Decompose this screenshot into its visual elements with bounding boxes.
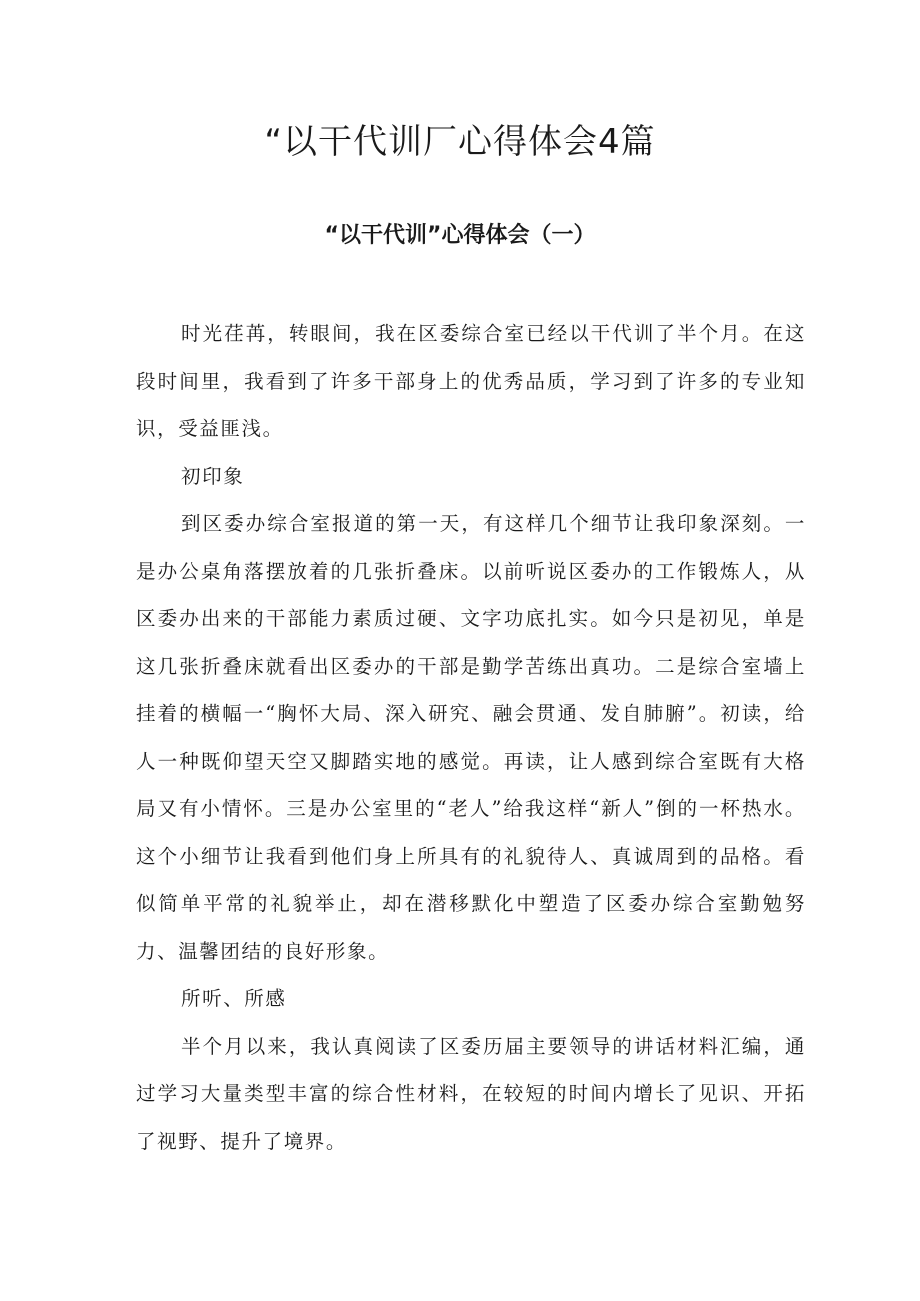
subheading-heard-felt: 所听、所感 <box>181 987 287 1010</box>
paragraph-heard-felt: 半个月以来，我认真阅读了区委历届主要领导的讲话材料汇编，通过学习大量类型丰富的综合性材料，在较短的时间内增长了见识、开拓了视野、提升了境界。 <box>136 1034 806 1153</box>
document-body <box>136 310 806 1165</box>
document-title: “以干代训厂心得体会4篇 <box>264 122 656 162</box>
paragraph-first-impression: 到区委办综合室报道的第一天，有这样几个细节让我印象深刻。一是办公桌角落摆放着的几张折叠床。以前听说区委办的工作锻炼人，从区委办出来的干部能力素质过硬、文字功底扎实。如今只是初见，单是这几张折叠床就看出区委办的干部是勤学苦练出真功。二是综合室墙上挂着的横幅一“胸怀大局、深入研究、融会贯通、发自肺腑”。初读，给人一种既仰望天空又脚踏实地的感觉。再读，让人感到综合室既有大格局又有小情怀。三是办公室里的“老人”给我这样“新人”倒的一杯热水。这个小细节让我看到他们身上所具有的礼貌待人、真诚周到的品格。看似简单平常的礼貌举止，却在潜移默化中塑造了区委办综合室勤勉努力、温馨团结的良好形象。 <box>136 512 806 963</box>
subheading-first-impression: 初印象 <box>181 464 245 488</box>
section-title: “以干代训”心得体会（一） <box>324 223 596 248</box>
paragraph-intro: 时光荏苒，转眼间，我在区委综合室已经以干代训了半个月。在这段时间里，我看到了许多干部身上的优秀品质，学习到了许多的专业知识，受益匪浅。 <box>136 322 806 440</box>
